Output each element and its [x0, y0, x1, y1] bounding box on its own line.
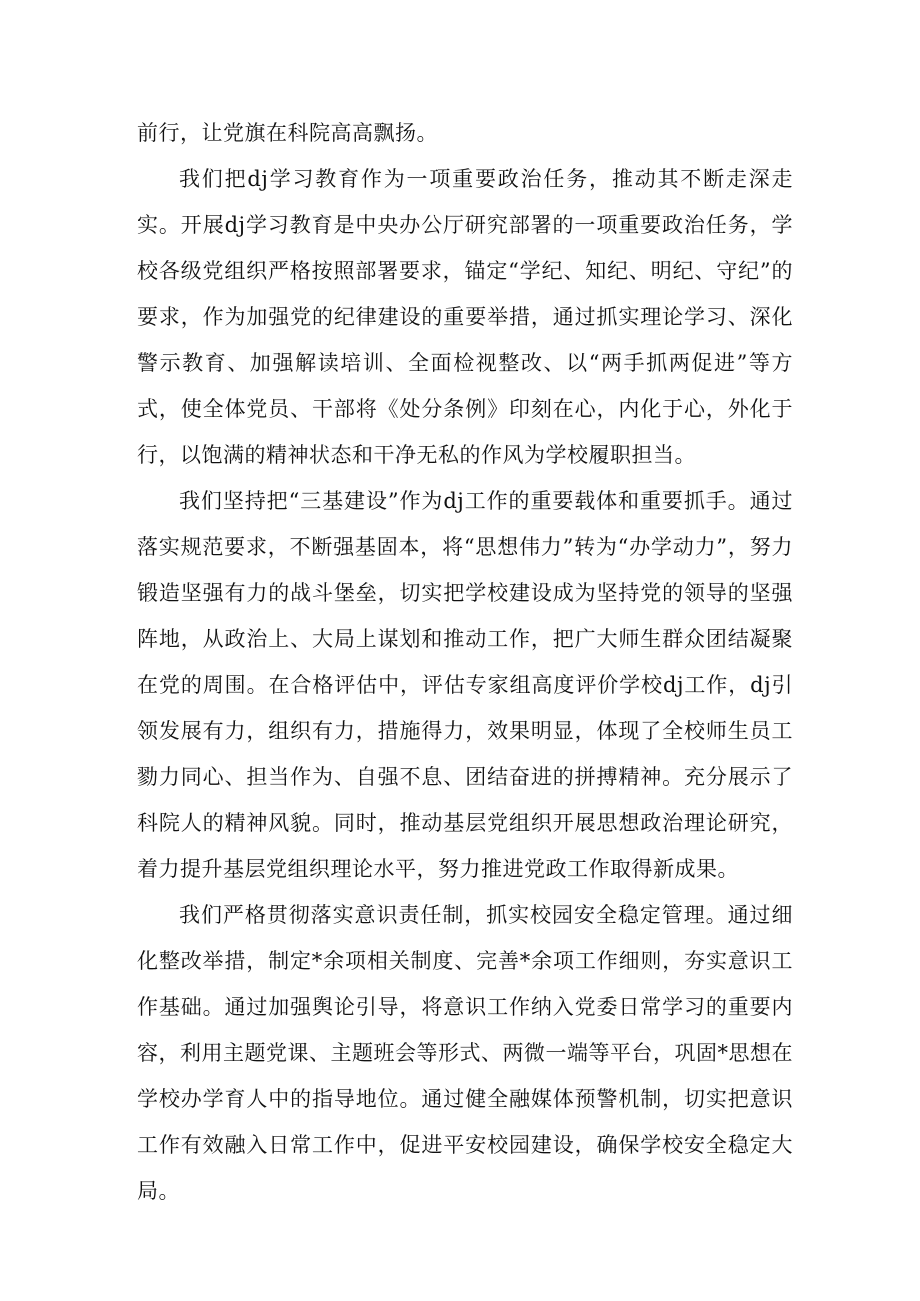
- paragraph-discipline-education: 我们把dj学习教育作为一项重要政治任务，推动其不断走深走实。开展dj学习教育是中央办公厅研究部署的一项重要政治任务，学校各级党组织严格按照部署要求，锚定“学纪、知纪、明纪、守纪”的要求，作为加强党的纪律建设的重要举措，通过抓实理论学习、深化警示教育、加强解读培训、全面检视整改、以“两手抓两促进”等方式，使全体党员、干部将《处分条例》印刻在心，内化于心，外化于行，以饱满的精神状态和干净无私的作风为学校履职担当。: [137, 167, 793, 467]
- paragraph-continuation: 前行，让党旗在科院高高飘扬。: [137, 121, 438, 145]
- document-body: [137, 110, 793, 1214]
- paragraph-ideology-responsibility: 我们严格贯彻落实意识责任制，抓实校园安全稳定管理。通过细化整改举措，制定*余项相关制度、完善*余项工作细则，夯实意识工作基础。通过加强舆论引导，将意识工作纳入党委日常学习的重要内容，利用主题党课、主题班会等形式、两微一端等平台，巩固*思想在学校办学育人中的指导地位。通过健全融媒体预警机制，切实把意识工作有效融入日常工作中，促进平安校园建设，确保学校安全稳定大局。: [137, 903, 793, 1203]
- paragraph-three-foundations: 我们坚持把“三基建设”作为dj工作的重要载体和重要抓手。通过落实规范要求，不断强基固本，将“思想伟力”转为“办学动力”，努力锻造坚强有力的战斗堡垒，切实把学校建设成为坚持党的领导的坚强阵地，从政治上、大局上谋划和推动工作，把广大师生群众团结凝聚在党的周围。在合格评估中，评估专家组高度评价学校dj工作，dj引领发展有力，组织有力，措施得力，效果明显，体现了全校师生员工勠力同心、担当作为、自强不息、团结奋进的拼搏精神。充分展示了科院人的精神风貌。同时，推动基层党组织开展思想政治理论研究，着力提升基层党组织理论水平，努力推进党政工作取得新成果。: [137, 489, 793, 881]
